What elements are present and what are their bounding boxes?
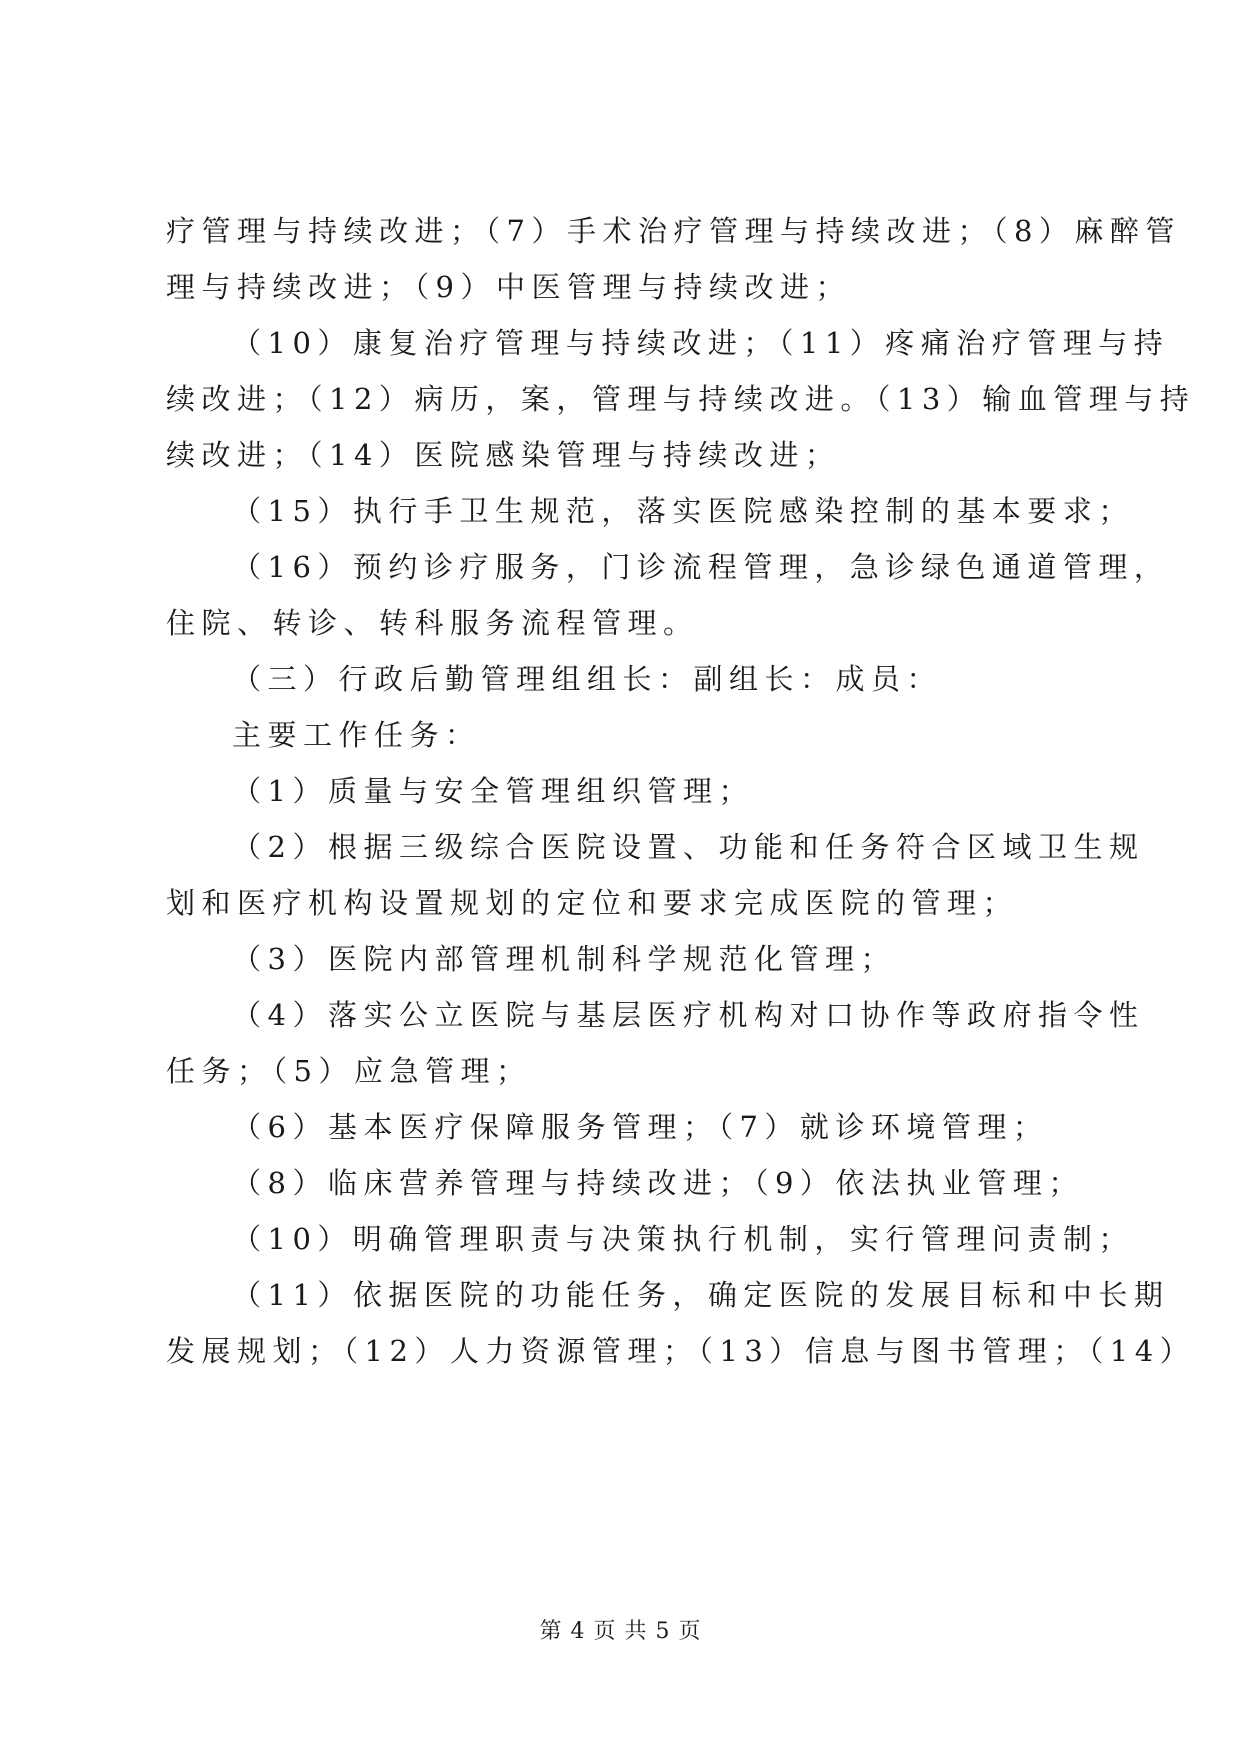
body-line: 疗管理与持续改进；（7）手术治疗管理与持续改进；（8）麻醉管 bbox=[166, 214, 1181, 248]
list-item: （4）落实公立医院与基层医疗机构对口协作等政府指令性 bbox=[232, 998, 1145, 1032]
page-number-footer: 第 4 页 共 5 页 bbox=[539, 1619, 702, 1644]
body-line: 续改进；（14）医院感染管理与持续改进； bbox=[166, 438, 841, 472]
body-line: 划和医疗机构设置规划的定位和要求完成医院的管理； bbox=[166, 886, 1019, 920]
body-line: （10）康复治疗管理与持续改进；（11）疼痛治疗管理与持 bbox=[232, 326, 1170, 360]
body-line: 续改进；（12）病历，案，管理与持续改进。（13）输血管理与持 bbox=[166, 382, 1196, 416]
body-line: 任务；（5）应急管理； bbox=[166, 1054, 532, 1088]
body-line: 理与持续改进；（9）中医管理与持续改进； bbox=[166, 270, 851, 304]
body-line: 发展规划；（12）人力资源管理；（13）信息与图书管理；（14） bbox=[166, 1334, 1196, 1368]
body-line: 主要工作任务： bbox=[232, 718, 481, 752]
list-item: （3）医院内部管理机制科学规范化管理； bbox=[232, 942, 896, 976]
body-line: （15）执行手卫生规范，落实医院感染控制的基本要求； bbox=[232, 494, 1134, 528]
list-item: （1）质量与安全管理组织管理； bbox=[232, 774, 754, 808]
list-item: （6）基本医疗保障服务管理；（7）就诊环境管理； bbox=[232, 1110, 1049, 1144]
list-item: （8）临床营养管理与持续改进；（9）依法执业管理； bbox=[232, 1166, 1084, 1200]
body-line: 住院、转诊、转科服务流程管理。 bbox=[166, 606, 699, 640]
list-item: （2）根据三级综合医院设置、功能和任务符合区域卫生规 bbox=[232, 830, 1145, 864]
list-item: （11）依据医院的功能任务，确定医院的发展目标和中长期 bbox=[232, 1278, 1170, 1312]
body-line: （16）预约诊疗服务，门诊流程管理，急诊绿色通道管理， bbox=[232, 550, 1170, 584]
list-item: （10）明确管理职责与决策执行机制，实行管理问责制； bbox=[232, 1222, 1134, 1256]
section-heading: （三）行政后勤管理组组长：副组长：成员： bbox=[232, 662, 943, 696]
